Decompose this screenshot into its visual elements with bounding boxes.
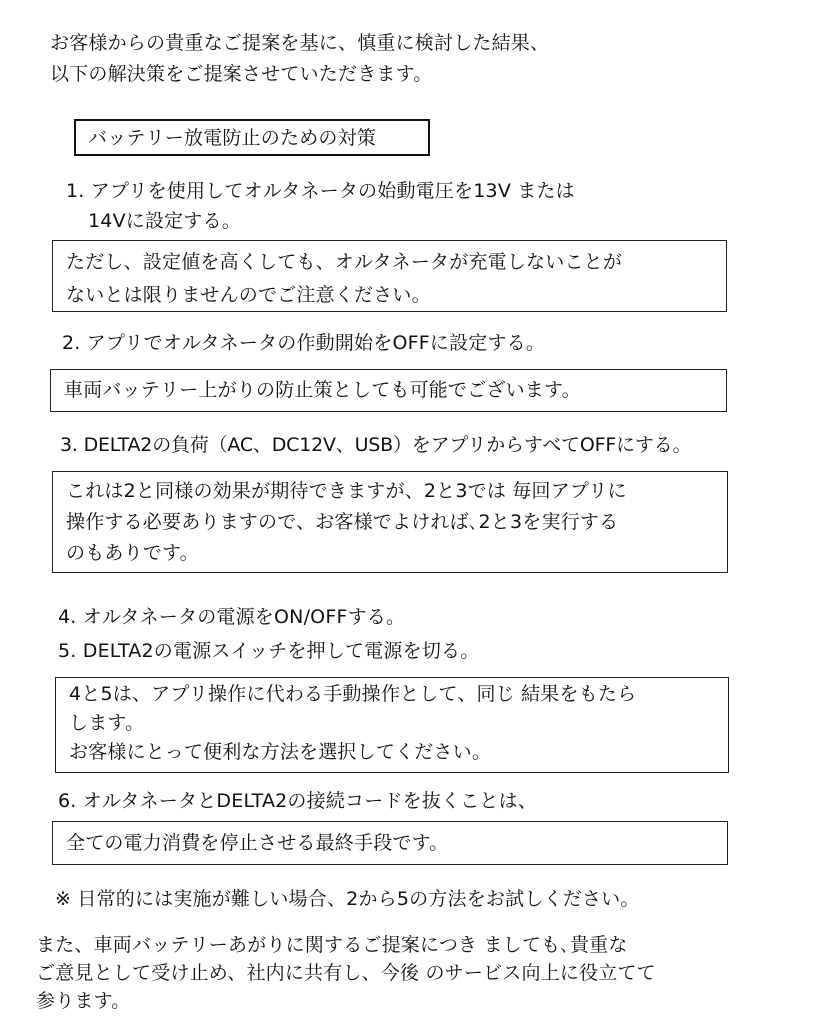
item-6: 6. オルタネータとDELTA2の接続コードを抜くことは、 [58,790,538,812]
note-3-line-1: これは2と同様の効果が期待できますが、2と3では 毎回アプリに [66,480,627,502]
note-45-line-1: 4と5は、アプリ操作に代わる手動操作として、同じ 結果をもたら [69,683,637,705]
note-3-line-3: のもありです。 [66,542,199,564]
item-1-line-1: 1. アプリを使用してオルタネータの始動電圧を13V または [66,180,575,202]
note-45-line-2: します。 [69,712,145,734]
note-6: 全ての電力消費を停止させる最終手段です。 [66,832,449,854]
item-4: 4. オルタネータの電源をON/OFFする。 [58,606,406,628]
section-title-box [74,119,430,156]
intro-line-2: 以下の解決策をご提案させていただきます。 [50,63,433,85]
note-1-line-2: ないとは限りませんのでご注意ください。 [66,284,431,306]
note-1-line-1: ただし、設定値を高くしても、オルタネータが充電しないことが [66,251,623,273]
closing-line-1: また、車両バッテリーあがりに関するご提案につき ましても､貴重な [36,934,628,956]
item-5: 5. DELTA2の電源スイッチを押して電源を切る。 [58,640,480,662]
note-3-line-2: 操作する必要ありますので、お客様でよければ､2と3を実行する [66,511,619,533]
remark: ※ 日常的には実施が難しい場合、2から5の方法をお試しください。 [55,888,640,910]
intro-line-1: お客様からの貴重なご提案を基に、慎重に検討した結果、 [50,32,550,54]
note-45-line-3: お客様にとって便利な方法を選択してください。 [69,741,492,763]
note-6-box [52,821,728,865]
note-2: 車両バッテリー上がりの防止策としても可能でございます。 [64,379,581,401]
item-2: 2. アプリでオルタネータの作動開始をOFFに設定する。 [62,332,546,354]
closing-line-3: 参ります。 [36,990,131,1012]
closing-line-2: ご意見として受け止め、社内に共有し、今後 のサービス向上に役立てて [36,962,656,984]
note-3-box [52,471,728,573]
note-2-box [50,369,727,412]
note-45-box [55,677,729,773]
section-title: バッテリー放電防止のための対策 [88,127,377,149]
item-1-line-2: 14Vに設定する。 [88,210,241,232]
item-3: 3. DELTA2の負荷（AC、DC12V、USB）をアプリからすべてOFFにする。 [60,434,692,456]
note-1-box [52,240,727,312]
